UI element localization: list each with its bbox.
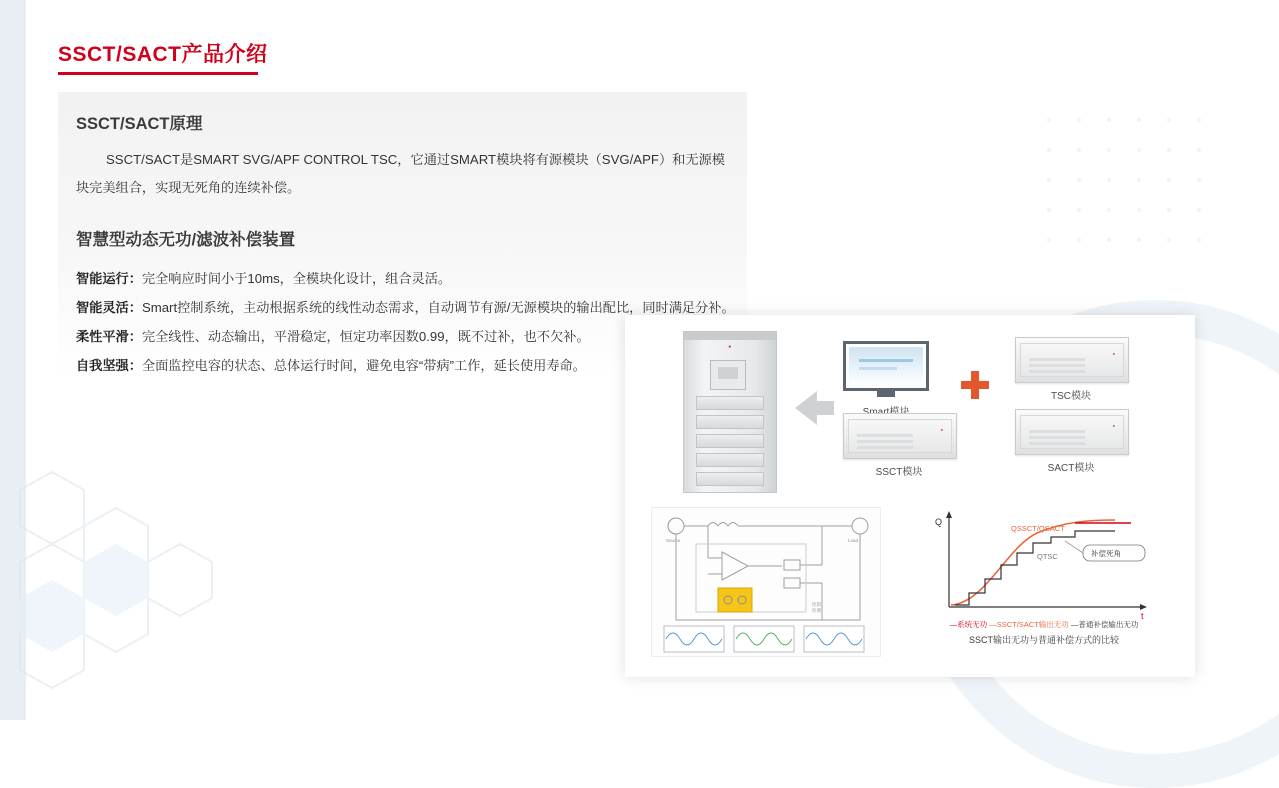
svg-text:控制: 控制 [812,602,821,607]
ssct-module-illustration [843,413,957,459]
cabinet-vent [696,396,764,410]
svg-text:Load: Load [848,538,859,543]
rack-lines [1029,358,1085,378]
principle-paragraph [76,146,725,202]
chart-y-axis-label: Q [935,517,943,527]
cabinet-vent [696,472,764,486]
rack-logo: ● [940,427,943,432]
title-underline [58,72,258,75]
chart-annotation-label: 补偿死角 [1091,549,1121,558]
rack-line [1029,436,1085,439]
chart-caption: SSCT输出无功与普通补偿方式的比较 [968,635,1119,645]
rack-line [1029,370,1085,373]
monitor-stand [877,391,895,397]
legend-item-ssct: —SSCT/SACT输出无功 [989,620,1069,629]
cabinet-vents [696,396,764,482]
circuit-schematic-svg [652,508,880,656]
page-title: SSCT/SACT产品介绍 [58,43,268,66]
chart-x-axis-label: t [1141,611,1144,621]
arrow-left-icon [795,391,817,425]
list-item [76,264,725,293]
rack-line [857,446,913,449]
rack-line [1029,442,1085,445]
chart-legend [915,619,1173,630]
feature-text: 全面监控电容的状态、总体运行时间，避免电容“带病”工作，延长使用寿命。 [141,358,586,373]
cabinet-top [684,332,776,340]
rack-face [1020,415,1124,449]
rack-lines [857,434,913,454]
feature-label: 自我坚强： [76,358,142,373]
comparison-chart-svg [915,507,1173,627]
feature-text: 完全线性、动态输出，平滑稳定，恒定功率因数0.99，既不过补，也不欠补。 [141,329,590,344]
rack-line [1029,364,1085,367]
hexagon-decoration [0,450,290,780]
sact-module-illustration [1015,409,1129,455]
chart-annotation-leader [1065,541,1083,553]
circuit-schematic [651,507,881,657]
plus-icon [961,371,989,399]
cabinet-display [710,360,746,390]
left-accent-band [0,0,26,720]
cabinet-illustration [683,331,777,493]
rack-face [848,419,952,453]
cabinet-vent [696,434,764,448]
rack-line [1029,358,1085,361]
feature-text: 完全响应时间小于10ms，全模块化设计，组合灵活。 [141,271,452,286]
page-header [58,40,268,75]
rack-logo: ● [1112,423,1115,428]
legend-item-system: —系统无功 [949,620,988,629]
cabinet-vent [696,453,764,467]
legend-item-normal: —普通补偿输出无功 [1070,620,1139,629]
cabinet-vent [696,415,764,429]
chart-steps-tsc [955,531,1115,605]
rack-line [857,440,913,443]
section-heading-principle: SSCT/SACT原理 [76,115,203,133]
section-heading-device: 智慧型动态无功/滤波补偿装置 [76,231,296,249]
rack-lines [1029,430,1085,450]
chart-label-ssct: QSSCT/QSACT [1011,524,1065,533]
product-figure-panel [625,315,1195,677]
product-composition-diagram [625,315,1195,507]
svg-text:Source: Source [666,538,681,543]
feature-label: 柔性平滑： [76,329,142,344]
feature-label: 智能运行： [76,271,142,286]
monitor-ui-bar [859,367,897,370]
principle-paragraph-text: SSCT/SACT是SMART SVG/APF CONTROL TSC，它通过SMART模块将有源模块（SVG/APF）和无源模块完美组合，实现无死角的连续补偿。 [76,152,725,195]
caption-tsc-module: TSC模块 [1051,391,1091,402]
dot-grid-decoration [1039,110,1219,260]
caption-sact-module: SACT模块 [1047,463,1095,474]
tsc-module-illustration [1015,337,1129,383]
svg-text:检测: 检测 [812,608,821,613]
smart-module-monitor [843,341,929,397]
compensation-comparison-chart [915,507,1173,655]
monitor-ui-bar [859,359,913,362]
chart-label-tsc: QTSC [1037,552,1058,561]
monitor-screen-content [849,347,923,385]
rack-line [1029,430,1085,433]
rack-logo: ● [1112,351,1115,356]
feature-label: 智能灵活： [76,300,142,315]
caption-ssct-module: SSCT模块 [875,467,923,478]
rack-line [857,434,913,437]
feature-text: Smart控制系统，主动根据系统的线性动态需求，自动调节有源/无源模块的输出配比，同时满足分补。 [141,300,735,315]
rack-face [1020,343,1124,377]
cabinet-logo: ● [728,344,732,350]
